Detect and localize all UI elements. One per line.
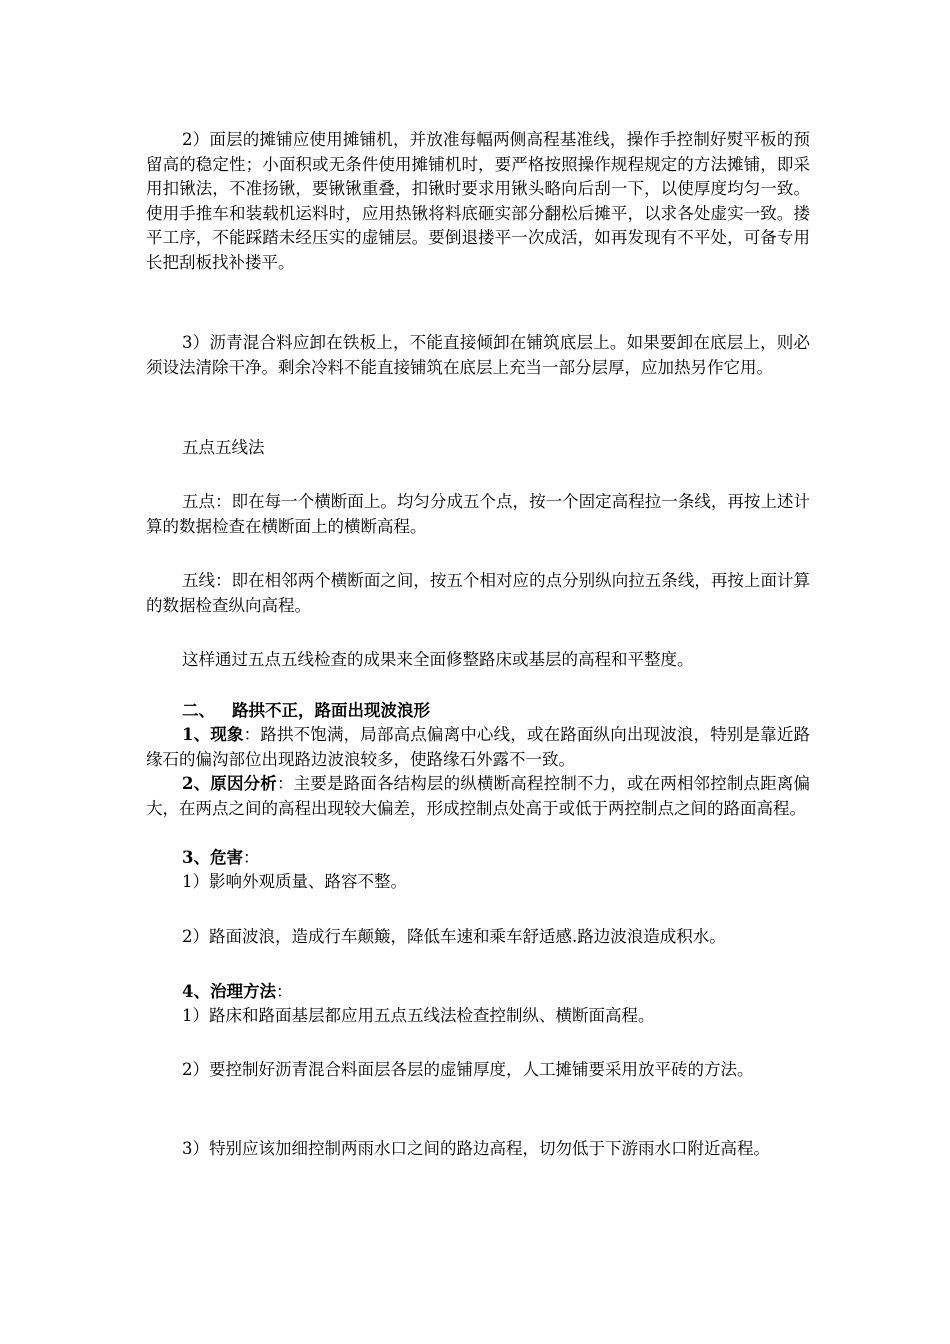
item-cause-label: 2、原因分析 — [182, 774, 277, 793]
subheading-five-points-five-lines: 五点五线法 — [182, 438, 265, 457]
paragraph-five-lines: 五线：即在相邻两个横断面之间，按五个相对应的点分别纵向拉五条线，再按上面计算的数据检查纵向高程。 — [146, 571, 810, 615]
paragraph-summary: 这样通过五点五线检查的成果来全面修整路床或基层的高程和平整度。 — [182, 650, 694, 669]
harm-item-1: 1）影响外观质量、路容不整。 — [182, 872, 407, 891]
section-number: 二、 — [182, 701, 215, 720]
section-title: 路拱不正，路面出现波浪形 — [232, 701, 430, 720]
section-heading — [182, 699, 430, 724]
item-cause-analysis: 2、原因分析：主要是路面各结构层的纵横断高程控制不力，或在两相邻控制点距离偏大，在两点之间的高程出现较大偏差，形成控制点处高于或低于两控制点之间的路面高程。 — [146, 774, 811, 818]
item-phenomenon: 1、现象：路拱不饱满，局部高点偏离中心线，或在路面纵向出现波浪，特别是靠近路缘石的偏沟部位出现路边波浪较多，使路缘石外露不一致。 — [146, 725, 811, 769]
paragraph-five-points: 五点：即在每一个横断面上。均匀分成五个点，按一个固定高程拉一条线，再按上述计算的数据检查在横断面上的横断高程。 — [146, 492, 810, 536]
treatment-item-3: 3）特别应该加细控制两雨水口之间的路边高程，切勿低于下游雨水口附近高程。 — [182, 1139, 770, 1158]
item-harm-heading: 3、危害： — [182, 848, 260, 867]
item-treatment-heading: 4、治理方法： — [182, 982, 293, 1001]
item-phenomenon-label: 1、现象 — [182, 725, 244, 744]
paragraph-asphalt-unloading: 3）沥青混合料应卸在铁板上，不能直接倾卸在铺筑底层上。如果要卸在底层上，则必须设法清除干净。剩余冷料不能直接铺筑在底层上充当一部分层厚，应加热另作它用。 — [146, 333, 810, 377]
harm-item-2: 2）路面波浪，造成行车颠簸，降低车速和乘车舒适感.路边波浪造成积水。 — [182, 927, 726, 946]
treatment-item-1: 1）路床和路面基层都应用五点五线法检查控制纵、横断面高程。 — [182, 1006, 655, 1025]
paragraph-paving: 2）面层的摊铺应使用摊铺机，并放准每幅两侧高程基准线，操作手控制好熨平板的预留高的稳定性；小面积或无条件使用摊铺机时，要严格按照操作规程规定的方法摊铺，即采用扣锹法，不准扬锹，要锹锹重叠，扣锹时要求用锹头略向后刮一下，以使厚度均匀一致。使用手推车和装载机运料时，应用热锹将料底砸实部分翻松后摊平，以求各处虚实一致。搂平工序，不能踩踏未经压实的虚铺层。要倒退搂平一次成活，如再发现有不平处，可备专用长把刮板找补搂平。 — [146, 130, 810, 272]
treatment-item-2: 2）要控制好沥青混合料面层各层的虚铺厚度，人工摊铺要采用放平砖的方法。 — [182, 1060, 754, 1079]
